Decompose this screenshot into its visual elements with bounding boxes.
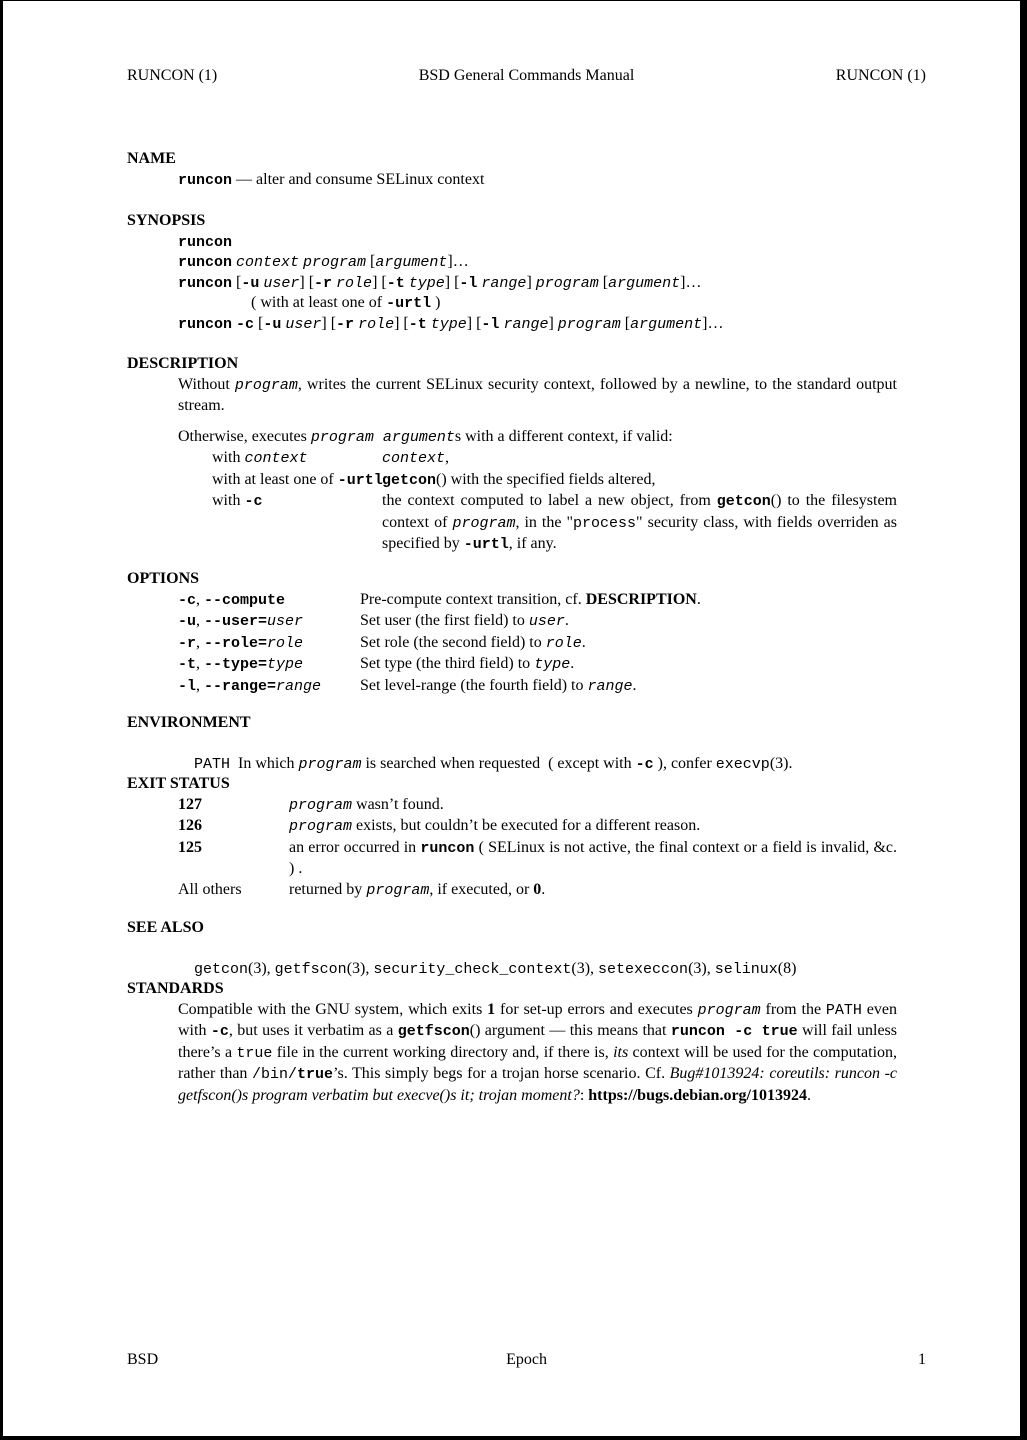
page-header [127, 67, 926, 89]
section-exit-status [127, 774, 897, 901]
description-list-item: with context context, [212, 449, 450, 467]
option-item: -t, --type=type Set type (the third field) to type. [178, 655, 575, 673]
see-also-getfscon[interactable]: getfscon [274, 961, 347, 978]
synopsis-line: runcon context program [argument]… [178, 253, 469, 271]
section-heading: SYNOPSIS [127, 212, 206, 229]
synopsis-line: runcon -c [-u user] [-r role] [-t type] [-l range] program [argument]… [178, 314, 724, 333]
synopsis-line: runcon [178, 233, 233, 251]
see-also-selinux[interactable]: selinux [714, 961, 778, 978]
section-heading: STANDARDS [127, 980, 224, 997]
footer-page-number: 1 [918, 1351, 926, 1368]
section-heading: EXIT STATUS [127, 775, 230, 792]
description-list-item: with -c the context computed to label a new object, from getcon() to the filesystem context of program, in the "process" security class, with fields overriden as specified by -urtl, if any. [212, 492, 898, 553]
exit-status-item: 127 program wasn’t found. [178, 795, 444, 814]
footer-left: BSD [127, 1351, 159, 1368]
description-paragraph: Without program, writes the current SELinux security context, followed by a newline, to the standard output stream. [178, 375, 898, 414]
header-center: BSD General Commands Manual [418, 67, 635, 84]
section-heading: DESCRIPTION [127, 355, 239, 372]
section-synopsis [127, 211, 897, 334]
header-left: RUNCON (1) [127, 67, 218, 84]
see-also-setexeccon[interactable]: setexeccon [598, 961, 689, 978]
section-options [127, 569, 897, 697]
option-item: -r, --role=role Set role (the second field) to role. [178, 633, 586, 652]
bug-url-link[interactable]: https://bugs.debian.org/1013924 [588, 1086, 807, 1104]
footer-center: Epoch [506, 1351, 547, 1368]
option-item: -u, --user=user Set user (the first field) to user. [178, 612, 569, 630]
bug-title: Bug#1013924: coreutils: runcon -c getfscon()s program verbatim but execve()s it; trojan moment? [178, 1065, 897, 1104]
execvp-reference: execvp [715, 756, 770, 773]
section-name: NAME runcon — alter and consume SELinux context [127, 149, 897, 190]
exit-status-item: 126 program exists, but couldn’t be executed for a different reason. [178, 817, 701, 835]
option-item: -l, --range=range Set level-range (the fourth field) to range. [178, 676, 637, 695]
header-right: RUNCON (1) [835, 67, 926, 84]
command-description: alter and consume SELinux context [256, 170, 485, 188]
exit-status-item: 125 an error occurred in runcon ( SELinux is not active, the final context or a field is invalid, &c. ) . [178, 838, 897, 877]
env-var: PATH [194, 756, 231, 773]
section-heading: ENVIRONMENT [127, 714, 251, 731]
synopsis-line: runcon [-u user] [-r role] [-t type] [-l range] program [argument]… [178, 273, 702, 292]
section-heading: OPTIONS [127, 570, 200, 587]
section-description [127, 354, 897, 556]
exit-status-item: All others returned by program, if executed, or 0. [178, 880, 546, 899]
section-heading: NAME [127, 150, 176, 167]
synopsis-note: ( with at least one of -urtl ) [251, 294, 441, 312]
section-heading: SEE ALSO [127, 919, 204, 936]
section-standards [127, 979, 897, 1106]
see-also-getcon[interactable]: getcon [194, 961, 249, 978]
section-see-also: SEE ALSO getcon(3), getfscon(3), security_check_context(3), setexeccon(3), selinux(8) [127, 918, 897, 959]
option-item: -c, --compute Pre-compute context transition, cf. DESCRIPTION. [178, 590, 701, 609]
see-also-security-check-context[interactable]: security_check_context [373, 961, 572, 978]
command-name: runcon [178, 171, 233, 189]
description-paragraph: Otherwise, executes program arguments with a different context, if valid: [178, 427, 673, 446]
standards-paragraph: Compatible with the GNU system, which exits 1 for set-up errors and executes program from the PATH even with -c, but uses it verbatim as a getfscon() argument — this means that runcon -c true will fail unless there’s a true file in the current working directory and, if there is, its context will be used for the computation, rather than /bin/true’s. This simply begs for a trojan horse scenario. Cf. Bug#1013924: coreutils: runcon -c getfscon()s program verbatim but execve()s it; trojan moment?: https://bugs.debian.org/1013924. [178, 1000, 898, 1104]
section-environment: ENVIRONMENT PATH In which program is searched when requested ( except with -c ), confer execvp(3). [127, 713, 897, 754]
description-list-item: with at least one of -urtl getcon() with the specified fields altered, [212, 470, 656, 489]
page-footer [127, 1351, 926, 1373]
